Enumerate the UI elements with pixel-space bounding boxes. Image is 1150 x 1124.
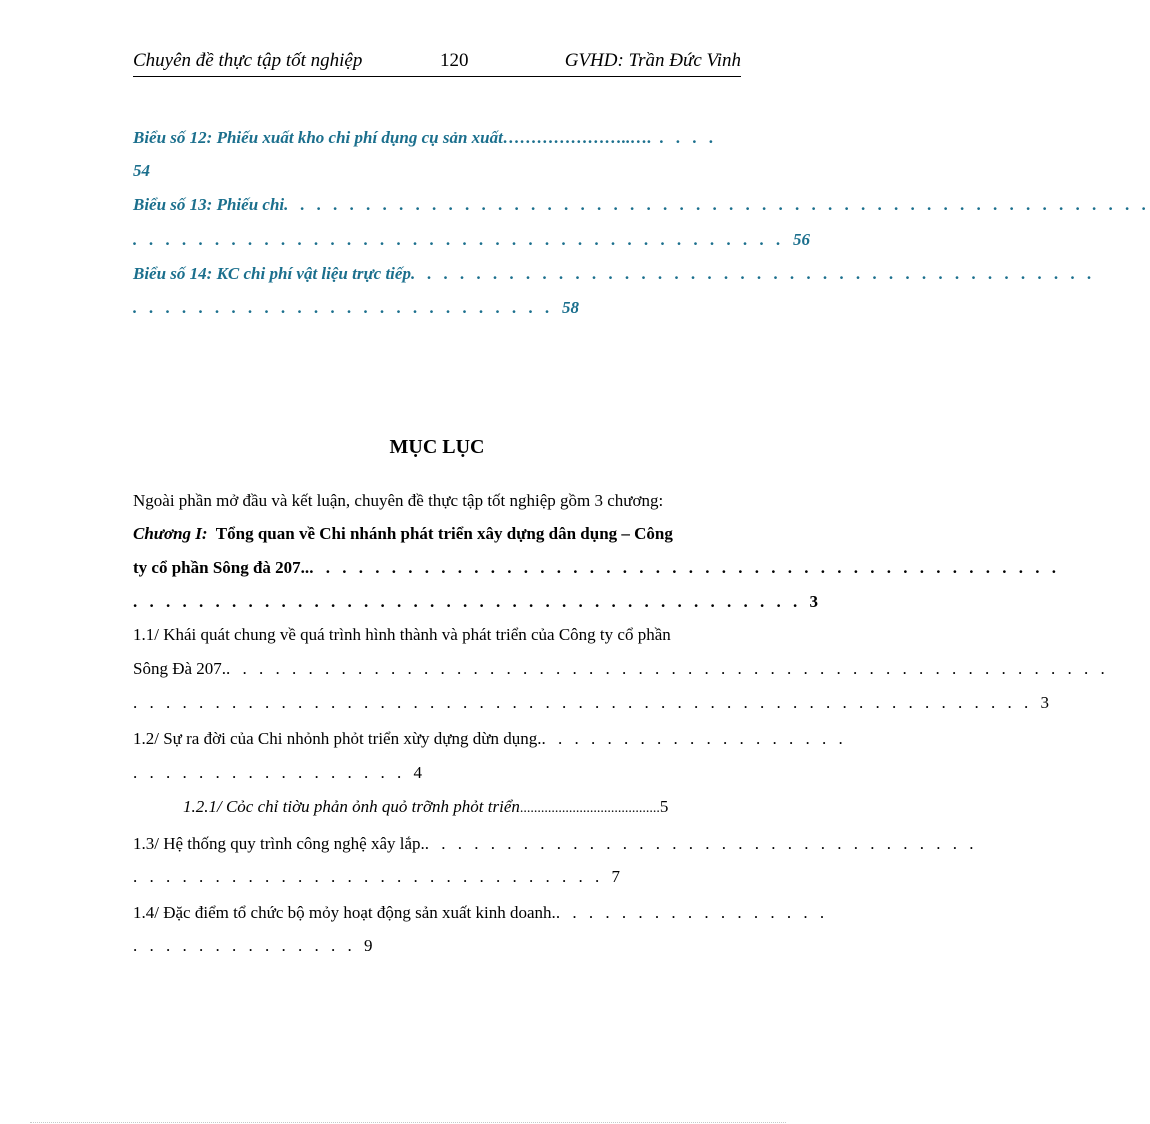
- toc-chapter-1-page: [133, 591, 818, 613]
- leader-dots: . . . . . . . . . . . . . . . . .: [133, 763, 414, 782]
- page-number: 5: [659, 797, 669, 816]
- toc-item-1-1-page: [133, 692, 1049, 714]
- page-number: 58: [562, 298, 579, 317]
- item-title: 1.2.1/ Cỏc chỉ tiờu phản ỏnh quỏ trỡnh phỏt triển: [183, 797, 520, 816]
- leader-dots: . . . .: [651, 128, 718, 147]
- item-title: 1.1/ Khái quát chung về quá trình hình thành và phát triển của Công ty cổ phần: [133, 625, 671, 644]
- item-title: 1.3/ Hệ thống quy trình công nghệ xây lắp.: [133, 834, 425, 853]
- figure-page-12: [133, 160, 741, 182]
- item-title-cont: Sông Đà 207.: [133, 659, 227, 678]
- figure-entry-14[interactable]: [133, 263, 1096, 285]
- figure-label: Biểu số 14: KC chi phí vật liệu trực tiếp: [133, 264, 411, 283]
- page-number: 3: [809, 592, 818, 611]
- toc-item-1-3-page: [133, 866, 741, 888]
- figure-page-14: [133, 297, 741, 319]
- toc-item-1-4-page: [133, 935, 741, 957]
- page-number: 54: [133, 161, 150, 180]
- page-header: [133, 50, 741, 77]
- leader-dots: . . . . . . . . . . . . . .: [133, 936, 364, 955]
- leader-dots: . . . . . . . . . . . . . . . . .: [555, 903, 829, 922]
- header-document-title: Chuyên đề thực tập tốt nghiệp: [133, 50, 363, 71]
- figure-entry-13[interactable]: [133, 194, 1150, 216]
- leader-dots: . . . . . . . . . . . . . . . . . . . . . . . . . . . . . . . . . . . . . . . . .: [133, 592, 810, 611]
- toc-item-1-2[interactable]: [133, 728, 847, 750]
- page-number: 4: [413, 763, 422, 782]
- leader-dots: . . . . . . . . . . . . . . . . . . . . . . . . . . . . . . . . . .: [424, 834, 978, 853]
- leader-dots: . . . . . . . . . . . . . . . . . . . . . . . . . . . . . . . . . . . . . . . .: [133, 230, 793, 249]
- toc-item-1-1[interactable]: [133, 624, 741, 646]
- page-number: 3: [1040, 693, 1049, 712]
- figure-entry-12[interactable]: [133, 127, 741, 149]
- toc-item-1-2-1[interactable]: [183, 796, 741, 820]
- figure-label: Biểu số 13: Phiếu chi: [133, 195, 285, 214]
- toc-item-1-4[interactable]: [133, 902, 829, 924]
- page-number: 7: [611, 867, 620, 886]
- figure-page-13: [133, 229, 810, 251]
- header-page-number: 120: [440, 50, 469, 71]
- toc-title: MỤC LỤC: [389, 436, 485, 458]
- chapter-title: Tổng quan về Chi nhánh phát triển xây dựng dân dụng – Công: [215, 524, 673, 543]
- figure-label: Biểu số 12: Phiếu xuất kho chi phí dụng cụ sản xuất: [133, 128, 503, 147]
- leader-dots: . . . . . . . . . . . . . . . . . . . . . . . . . . . . . . . . . . . . . . . . . . . . . . . . . . . . .: [284, 195, 1150, 214]
- leader-dots: . . . . . . . . . . . . . . . . . . . . . . . . . . . . .: [133, 867, 612, 886]
- toc-chapter-1[interactable]: [133, 523, 741, 545]
- toc-chapter-1-cont[interactable]: [133, 557, 1060, 579]
- chapter-label: Chương I:: [133, 524, 208, 543]
- toc-item-1-1-cont[interactable]: [133, 658, 1109, 680]
- toc-intro: Ngoài phần mở đầu và kết luận, chuyên đề thực tập tốt nghiệp gồm 3 chương:: [133, 491, 664, 510]
- leader-dots: . . . . . . . . . . . . . . . . . . . . . . . . . . . . . . . . . . . . . . . . . . . . . .: [309, 558, 1060, 577]
- header-supervisor: GVHD: Trần Đức Vinh: [564, 50, 741, 71]
- page-number: 56: [793, 230, 810, 249]
- leader-dots: . . . . . . . . . . . . . . . . . . .: [541, 729, 847, 748]
- page-number: 9: [364, 936, 373, 955]
- leader-dots: ........................................: [519, 801, 660, 816]
- leader-dots: . . . . . . . . . . . . . . . . . . . . . . . . . . . . . . . . . . . . . . . . . .: [410, 264, 1096, 283]
- leader-dots: . . . . . . . . . . . . . . . . . . . . . . . . . . . . . . . . . . . . . . . . . . . . . . . . . . . . . . .: [133, 693, 1041, 712]
- leader-dots: . . . . . . . . . . . . . . . . . . . . . . . . . . . . . . . . . . . . . . . . . . . . . . . . . . . . . .: [226, 659, 1109, 678]
- leader-dots: …………………..….: [502, 128, 652, 147]
- chapter-title-cont: ty cổ phần Sông đà 207..: [133, 558, 310, 577]
- item-title: 1.2/ Sự ra đời của Chi nhỏnh phỏt triển xừy dựng dừn dụng.: [133, 729, 542, 748]
- toc-item-1-3[interactable]: [133, 833, 978, 855]
- item-title: 1.4/ Đặc điểm tổ chức bộ mỏy hoạt động sản xuất kinh doanh.: [133, 903, 556, 922]
- toc-item-1-2-page: [133, 762, 741, 784]
- leader-dots: . . . . . . . . . . . . . . . . . . . . . . . . . .: [133, 298, 562, 317]
